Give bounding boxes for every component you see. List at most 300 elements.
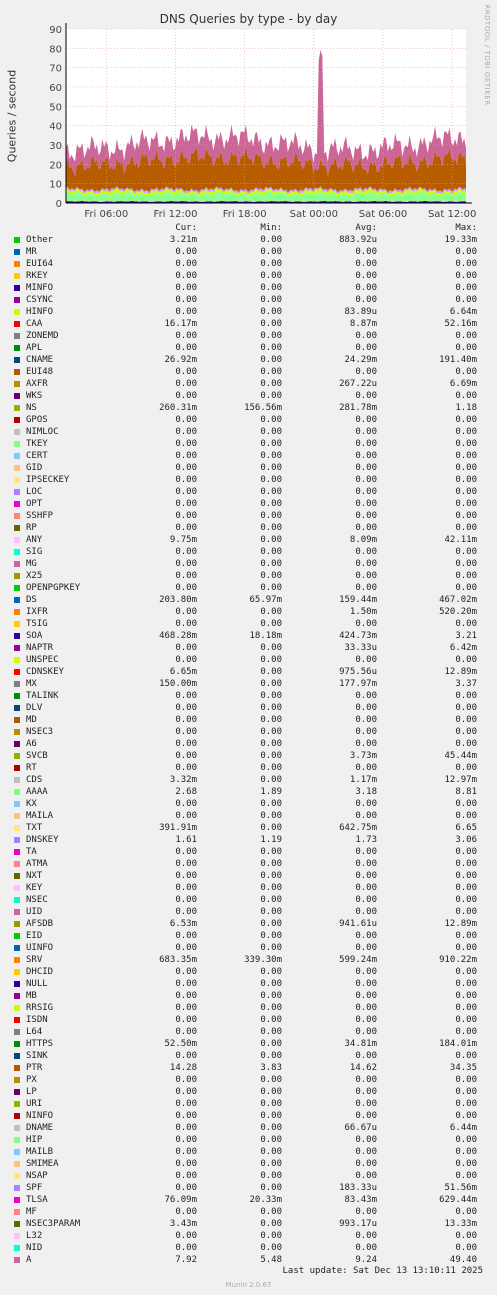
legend-series-name: NSEC3 bbox=[26, 727, 54, 737]
legend-swatch bbox=[14, 849, 20, 855]
legend-header-avg: Avg: bbox=[355, 223, 377, 233]
legend-cur: 0.00 bbox=[175, 427, 197, 437]
legend-cur: 0.00 bbox=[175, 1111, 197, 1121]
legend-avg: 0.00 bbox=[355, 451, 377, 461]
legend-row bbox=[0, 390, 497, 402]
legend-row bbox=[0, 510, 497, 522]
legend-min: 0.00 bbox=[260, 523, 282, 533]
legend-swatch bbox=[14, 369, 20, 375]
legend-min: 0.00 bbox=[260, 367, 282, 377]
legend-min: 0.00 bbox=[260, 283, 282, 293]
legend-swatch bbox=[14, 1077, 20, 1083]
legend-row bbox=[0, 1086, 497, 1098]
legend-row bbox=[0, 918, 497, 930]
legend-max: 6.42m bbox=[449, 643, 477, 653]
legend-max: 8.81 bbox=[455, 787, 477, 797]
legend-avg: 0.00 bbox=[355, 967, 377, 977]
legend-row bbox=[0, 1146, 497, 1158]
legend-avg: 0.00 bbox=[355, 799, 377, 809]
legend-max: 0.00 bbox=[455, 523, 477, 533]
legend-swatch bbox=[14, 1257, 20, 1263]
legend-row bbox=[0, 234, 497, 246]
legend-min: 0.00 bbox=[260, 895, 282, 905]
legend-min: 0.00 bbox=[260, 1027, 282, 1037]
legend-min: 0.00 bbox=[260, 439, 282, 449]
legend-series-name: X25 bbox=[26, 571, 43, 581]
legend-cur: 683.35m bbox=[159, 955, 197, 965]
legend-swatch bbox=[14, 873, 20, 879]
legend-max: 0.00 bbox=[455, 907, 477, 917]
legend-max: 52.16m bbox=[444, 319, 477, 329]
legend-min: 0.00 bbox=[260, 691, 282, 701]
legend-row bbox=[0, 834, 497, 846]
legend-row bbox=[0, 1242, 497, 1254]
legend-max: 0.00 bbox=[455, 547, 477, 557]
legend-cur: 0.00 bbox=[175, 559, 197, 569]
legend-swatch bbox=[14, 609, 20, 615]
legend-row bbox=[0, 978, 497, 990]
legend-max: 6.44m bbox=[449, 1123, 477, 1133]
legend-max: 191.40m bbox=[439, 355, 477, 365]
legend-row bbox=[0, 1194, 497, 1206]
legend-swatch bbox=[14, 333, 20, 339]
legend-avg: 0.00 bbox=[355, 427, 377, 437]
legend-avg: 24.29m bbox=[344, 355, 377, 365]
legend-min: 0.00 bbox=[260, 343, 282, 353]
legend-min: 0.00 bbox=[260, 751, 282, 761]
legend-swatch bbox=[14, 1197, 20, 1203]
legend-row bbox=[0, 822, 497, 834]
legend-cur: 0.00 bbox=[175, 607, 197, 617]
legend-row bbox=[0, 906, 497, 918]
legend-swatch bbox=[14, 393, 20, 399]
legend-max: 0.00 bbox=[455, 571, 477, 581]
legend-max: 0.00 bbox=[455, 691, 477, 701]
legend-avg: 0.00 bbox=[355, 703, 377, 713]
legend-swatch bbox=[14, 1113, 20, 1119]
legend-row bbox=[0, 942, 497, 954]
legend-min: 0.00 bbox=[260, 655, 282, 665]
legend-series-name: IPSECKEY bbox=[26, 475, 70, 485]
legend-series-name: MG bbox=[26, 559, 37, 569]
legend-row bbox=[0, 786, 497, 798]
legend-max: 0.00 bbox=[455, 367, 477, 377]
legend-min: 0.00 bbox=[260, 1135, 282, 1145]
legend-cur: 52.50m bbox=[164, 1039, 197, 1049]
legend-min: 0.00 bbox=[260, 859, 282, 869]
legend-cur: 0.00 bbox=[175, 895, 197, 905]
legend-min: 0.00 bbox=[260, 271, 282, 281]
legend-avg: 83.43m bbox=[344, 1195, 377, 1205]
legend-row bbox=[0, 522, 497, 534]
legend-avg: 9.24 bbox=[355, 1255, 377, 1265]
legend-avg: 0.00 bbox=[355, 895, 377, 905]
legend-series-name: PTR bbox=[26, 1063, 43, 1073]
legend-series-name: RT bbox=[26, 763, 37, 773]
legend-avg: 0.00 bbox=[355, 1231, 377, 1241]
legend-swatch bbox=[14, 897, 20, 903]
legend-series-name: DNAME bbox=[26, 1123, 54, 1133]
legend-max: 0.00 bbox=[455, 1075, 477, 1085]
legend-avg: 0.00 bbox=[355, 331, 377, 341]
legend-swatch bbox=[14, 561, 20, 567]
legend-max: 0.00 bbox=[455, 799, 477, 809]
legend-series-name: WKS bbox=[26, 391, 43, 401]
legend-min: 339.30m bbox=[244, 955, 282, 965]
legend-row bbox=[0, 1206, 497, 1218]
legend-swatch bbox=[14, 357, 20, 363]
legend-series-name: ISDN bbox=[26, 1015, 48, 1025]
legend-row bbox=[0, 402, 497, 414]
legend-avg: 0.00 bbox=[355, 1159, 377, 1169]
legend-series-name: RP bbox=[26, 523, 37, 533]
legend-swatch bbox=[14, 537, 20, 543]
legend-max: 0.00 bbox=[455, 1159, 477, 1169]
legend-row bbox=[0, 282, 497, 294]
legend-swatch bbox=[14, 681, 20, 687]
legend-avg: 0.00 bbox=[355, 811, 377, 821]
legend-avg: 0.00 bbox=[355, 475, 377, 485]
legend-swatch bbox=[14, 573, 20, 579]
legend-series-name: EUI64 bbox=[26, 259, 54, 269]
legend-series-name: L32 bbox=[26, 1231, 43, 1241]
legend-swatch bbox=[14, 489, 20, 495]
legend-cur: 0.00 bbox=[175, 1171, 197, 1181]
legend-cur: 3.43m bbox=[169, 1219, 197, 1229]
legend-cur: 0.00 bbox=[175, 883, 197, 893]
legend-cur: 260.31m bbox=[159, 403, 197, 413]
legend-swatch bbox=[14, 1137, 20, 1143]
legend-cur: 0.00 bbox=[175, 1159, 197, 1169]
legend-series-name: TXT bbox=[26, 823, 43, 833]
legend-swatch bbox=[14, 1101, 20, 1107]
legend-max: 0.00 bbox=[455, 1051, 477, 1061]
legend-min: 0.00 bbox=[260, 967, 282, 977]
legend-swatch bbox=[14, 1161, 20, 1167]
legend-min: 0.00 bbox=[260, 463, 282, 473]
legend-max: 0.00 bbox=[455, 979, 477, 989]
legend-max: 0.00 bbox=[455, 739, 477, 749]
legend-avg: 0.00 bbox=[355, 1099, 377, 1109]
legend-series-name: DHCID bbox=[26, 967, 54, 977]
legend-min: 0.00 bbox=[260, 703, 282, 713]
last-update: Last update: Sat Dec 13 13:10:11 2025 bbox=[282, 1266, 483, 1276]
legend-avg: 599.24m bbox=[339, 955, 377, 965]
legend-min: 0.00 bbox=[260, 355, 282, 365]
legend-swatch bbox=[14, 909, 20, 915]
legend-max: 12.97m bbox=[444, 775, 477, 785]
legend-min: 0.00 bbox=[260, 763, 282, 773]
legend-avg: 0.00 bbox=[355, 487, 377, 497]
legend-cur: 0.00 bbox=[175, 1099, 197, 1109]
legend-series-name: MAILB bbox=[26, 1147, 54, 1157]
legend-row bbox=[0, 1110, 497, 1122]
legend-max: 0.00 bbox=[455, 1027, 477, 1037]
legend-row bbox=[0, 474, 497, 486]
legend-series-name: DLV bbox=[26, 703, 43, 713]
legend-row bbox=[0, 726, 497, 738]
legend-series-name: LOC bbox=[26, 487, 43, 497]
legend-max: 0.00 bbox=[455, 451, 477, 461]
legend-series-name: NS bbox=[26, 403, 37, 413]
legend-min: 0.00 bbox=[260, 475, 282, 485]
legend-cur: 0.00 bbox=[175, 415, 197, 425]
chart-title: DNS Queries by type - by day bbox=[159, 12, 338, 26]
legend-avg: 642.75m bbox=[339, 823, 377, 833]
legend-min: 0.00 bbox=[260, 943, 282, 953]
legend-row bbox=[0, 378, 497, 390]
legend-max: 0.00 bbox=[455, 727, 477, 737]
legend-row bbox=[0, 702, 497, 714]
legend-min: 0.00 bbox=[260, 1111, 282, 1121]
legend-cur: 0.00 bbox=[175, 979, 197, 989]
legend-cur: 9.75m bbox=[169, 535, 197, 545]
legend-min: 0.00 bbox=[260, 1171, 282, 1181]
legend-avg: 0.00 bbox=[355, 1207, 377, 1217]
legend-min: 0.00 bbox=[260, 391, 282, 401]
legend-max: 3.21 bbox=[455, 631, 477, 641]
legend-max: 0.00 bbox=[455, 871, 477, 881]
legend-avg: 0.00 bbox=[355, 391, 377, 401]
legend-cur: 0.00 bbox=[175, 1183, 197, 1193]
legend-cur: 0.00 bbox=[175, 1231, 197, 1241]
legend-max: 0.00 bbox=[455, 1015, 477, 1025]
legend-avg: 3.73m bbox=[349, 751, 377, 761]
legend-series-name: OPT bbox=[26, 499, 43, 509]
munin-version: Munin 2.0.67 bbox=[225, 1281, 272, 1289]
legend-min: 156.56m bbox=[244, 403, 282, 413]
legend-max: 0.00 bbox=[455, 943, 477, 953]
legend-cur: 3.32m bbox=[169, 775, 197, 785]
x-tick-label: Sat 00:00 bbox=[289, 209, 339, 220]
legend-min: 0.00 bbox=[260, 331, 282, 341]
legend-min: 0.00 bbox=[260, 1075, 282, 1085]
legend-series-name: SOA bbox=[26, 631, 43, 641]
legend-avg: 1.73 bbox=[355, 835, 377, 845]
legend-max: 0.00 bbox=[455, 811, 477, 821]
legend-row bbox=[0, 678, 497, 690]
legend-row bbox=[0, 882, 497, 894]
legend-swatch bbox=[14, 321, 20, 327]
legend-min: 0.00 bbox=[260, 1159, 282, 1169]
legend-max: 0.00 bbox=[455, 511, 477, 521]
legend-cur: 0.00 bbox=[175, 463, 197, 473]
legend-row bbox=[0, 606, 497, 618]
legend-series-name: UID bbox=[26, 907, 43, 917]
legend-row bbox=[0, 330, 497, 342]
legend-series-name: HTTPS bbox=[26, 1039, 54, 1049]
legend-avg: 0.00 bbox=[355, 499, 377, 509]
legend-row bbox=[0, 450, 497, 462]
legend-cur: 16.17m bbox=[164, 319, 197, 329]
legend-min: 0.00 bbox=[260, 1039, 282, 1049]
legend-avg: 0.00 bbox=[355, 943, 377, 953]
legend-cur: 0.00 bbox=[175, 379, 197, 389]
legend-row bbox=[0, 966, 497, 978]
legend-avg: 267.22u bbox=[339, 379, 377, 389]
legend-row bbox=[0, 990, 497, 1002]
legend-avg: 0.00 bbox=[355, 1003, 377, 1013]
legend-cur: 0.00 bbox=[175, 1027, 197, 1037]
legend-header-row bbox=[0, 222, 497, 234]
legend-row bbox=[0, 318, 497, 330]
legend-min: 0.00 bbox=[260, 319, 282, 329]
legend-max: 520.20m bbox=[439, 607, 477, 617]
legend-cur: 0.00 bbox=[175, 1147, 197, 1157]
legend-cur: 0.00 bbox=[175, 1015, 197, 1025]
y-axis-label: Queries / second bbox=[5, 69, 19, 163]
x-tick-label: Sat 06:00 bbox=[358, 209, 408, 220]
legend-swatch bbox=[14, 693, 20, 699]
legend-swatch bbox=[14, 381, 20, 387]
legend-min: 0.00 bbox=[260, 259, 282, 269]
legend-series-name: SIG bbox=[26, 547, 43, 557]
legend-avg: 8.87m bbox=[349, 319, 377, 329]
legend-cur: 0.00 bbox=[175, 739, 197, 749]
legend-series-name: NXT bbox=[26, 871, 43, 881]
legend-cur: 0.00 bbox=[175, 655, 197, 665]
legend-avg: 0.00 bbox=[355, 463, 377, 473]
legend-series-name: ANY bbox=[26, 535, 43, 545]
legend-swatch bbox=[14, 645, 20, 651]
legend-min: 0.00 bbox=[260, 1003, 282, 1013]
y-tick-label: 40 bbox=[49, 121, 62, 133]
legend-max: 3.37 bbox=[455, 679, 477, 689]
chart-plot bbox=[0, 0, 497, 222]
legend-max: 34.35 bbox=[449, 1063, 477, 1073]
legend-cur: 6.53m bbox=[169, 919, 197, 929]
legend-swatch bbox=[14, 273, 20, 279]
legend-cur: 0.00 bbox=[175, 451, 197, 461]
legend-avg: 0.00 bbox=[355, 763, 377, 773]
legend-avg: 0.00 bbox=[355, 883, 377, 893]
legend-cur: 0.00 bbox=[175, 1135, 197, 1145]
legend-series-name: EUI48 bbox=[26, 367, 54, 377]
y-tick-label: 30 bbox=[49, 141, 62, 152]
legend-avg: 0.00 bbox=[355, 283, 377, 293]
legend-cur: 203.80m bbox=[159, 595, 197, 605]
legend-min: 0.00 bbox=[260, 1219, 282, 1229]
legend-min: 0.00 bbox=[260, 379, 282, 389]
legend-cur: 0.00 bbox=[175, 1123, 197, 1133]
legend-min: 0.00 bbox=[260, 1051, 282, 1061]
legend-row bbox=[0, 306, 497, 318]
legend-avg: 8.09m bbox=[349, 535, 377, 545]
legend-min: 0.00 bbox=[260, 583, 282, 593]
legend-min: 0.00 bbox=[260, 775, 282, 785]
legend-swatch bbox=[14, 549, 20, 555]
legend-swatch bbox=[14, 705, 20, 711]
legend-min: 0.00 bbox=[260, 247, 282, 257]
legend-cur: 26.92m bbox=[164, 355, 197, 365]
legend-swatch bbox=[14, 405, 20, 411]
legend-avg: 0.00 bbox=[355, 979, 377, 989]
legend-swatch bbox=[14, 1185, 20, 1191]
legend-avg: 0.00 bbox=[355, 859, 377, 869]
legend-series-name: PX bbox=[26, 1075, 37, 1085]
legend-avg: 0.00 bbox=[355, 1051, 377, 1061]
legend-series-name: AAAA bbox=[26, 787, 48, 797]
legend-series-name: NIMLOC bbox=[26, 427, 59, 437]
legend-swatch bbox=[14, 789, 20, 795]
legend-min: 0.00 bbox=[260, 715, 282, 725]
legend-avg: 883.92u bbox=[339, 235, 377, 245]
legend-avg: 3.18 bbox=[355, 787, 377, 797]
legend-row bbox=[0, 498, 497, 510]
legend-cur: 0.00 bbox=[175, 931, 197, 941]
legend-row bbox=[0, 546, 497, 558]
legend-series-name: MR bbox=[26, 247, 37, 257]
legend-series-name: DNSKEY bbox=[26, 835, 59, 845]
legend-cur: 0.00 bbox=[175, 751, 197, 761]
legend-row bbox=[0, 366, 497, 378]
legend-swatch bbox=[14, 525, 20, 531]
legend-min: 0.00 bbox=[260, 727, 282, 737]
legend-min: 0.00 bbox=[260, 679, 282, 689]
legend-min: 0.00 bbox=[260, 571, 282, 581]
legend-swatch bbox=[14, 1053, 20, 1059]
y-tick-label: 0 bbox=[55, 199, 62, 210]
legend-series-name: ZONEMD bbox=[26, 331, 59, 341]
legend-row bbox=[0, 258, 497, 270]
legend-max: 0.00 bbox=[455, 931, 477, 941]
legend-min: 0.00 bbox=[260, 1123, 282, 1133]
legend-avg: 0.00 bbox=[355, 727, 377, 737]
legend-series-name: GPOS bbox=[26, 415, 48, 425]
legend-row bbox=[0, 654, 497, 666]
legend-cur: 0.00 bbox=[175, 1051, 197, 1061]
legend-max: 0.00 bbox=[455, 463, 477, 473]
legend-avg: 975.56u bbox=[339, 667, 377, 677]
legend-row bbox=[0, 1074, 497, 1086]
legend-max: 6.69m bbox=[449, 379, 477, 389]
legend-cur: 0.00 bbox=[175, 871, 197, 881]
legend-max: 0.00 bbox=[455, 415, 477, 425]
legend-avg: 0.00 bbox=[355, 1027, 377, 1037]
legend-min: 20.33m bbox=[249, 1195, 282, 1205]
legend-row bbox=[0, 666, 497, 678]
legend-swatch bbox=[14, 969, 20, 975]
legend-cur: 0.00 bbox=[175, 583, 197, 593]
legend-avg: 0.00 bbox=[355, 1171, 377, 1181]
legend-swatch bbox=[14, 585, 20, 591]
legend-max: 910.22m bbox=[439, 955, 477, 965]
legend-min: 0.00 bbox=[260, 1243, 282, 1253]
legend-swatch bbox=[14, 501, 20, 507]
legend-avg: 993.17u bbox=[339, 1219, 377, 1229]
legend-swatch bbox=[14, 981, 20, 987]
legend-swatch bbox=[14, 417, 20, 423]
legend-row bbox=[0, 1050, 497, 1062]
legend-swatch bbox=[14, 1149, 20, 1155]
legend-cur: 7.92 bbox=[175, 1255, 197, 1265]
legend-swatch bbox=[14, 1209, 20, 1215]
legend-row bbox=[0, 774, 497, 786]
legend-series-name: KX bbox=[26, 799, 37, 809]
y-tick-label: 10 bbox=[49, 179, 62, 191]
legend-swatch bbox=[14, 309, 20, 315]
legend-avg: 0.00 bbox=[355, 847, 377, 857]
legend-series-name: SINK bbox=[26, 1051, 48, 1061]
legend-row bbox=[0, 810, 497, 822]
legend-max: 19.33m bbox=[444, 235, 477, 245]
legend-cur: 0.00 bbox=[175, 619, 197, 629]
legend-max: 12.89m bbox=[444, 667, 477, 677]
legend-min: 0.00 bbox=[260, 739, 282, 749]
legend-swatch bbox=[14, 1125, 20, 1131]
legend-series-name: OPENPGPKEY bbox=[26, 583, 81, 593]
x-tick-label: Sat 12:00 bbox=[427, 209, 477, 220]
